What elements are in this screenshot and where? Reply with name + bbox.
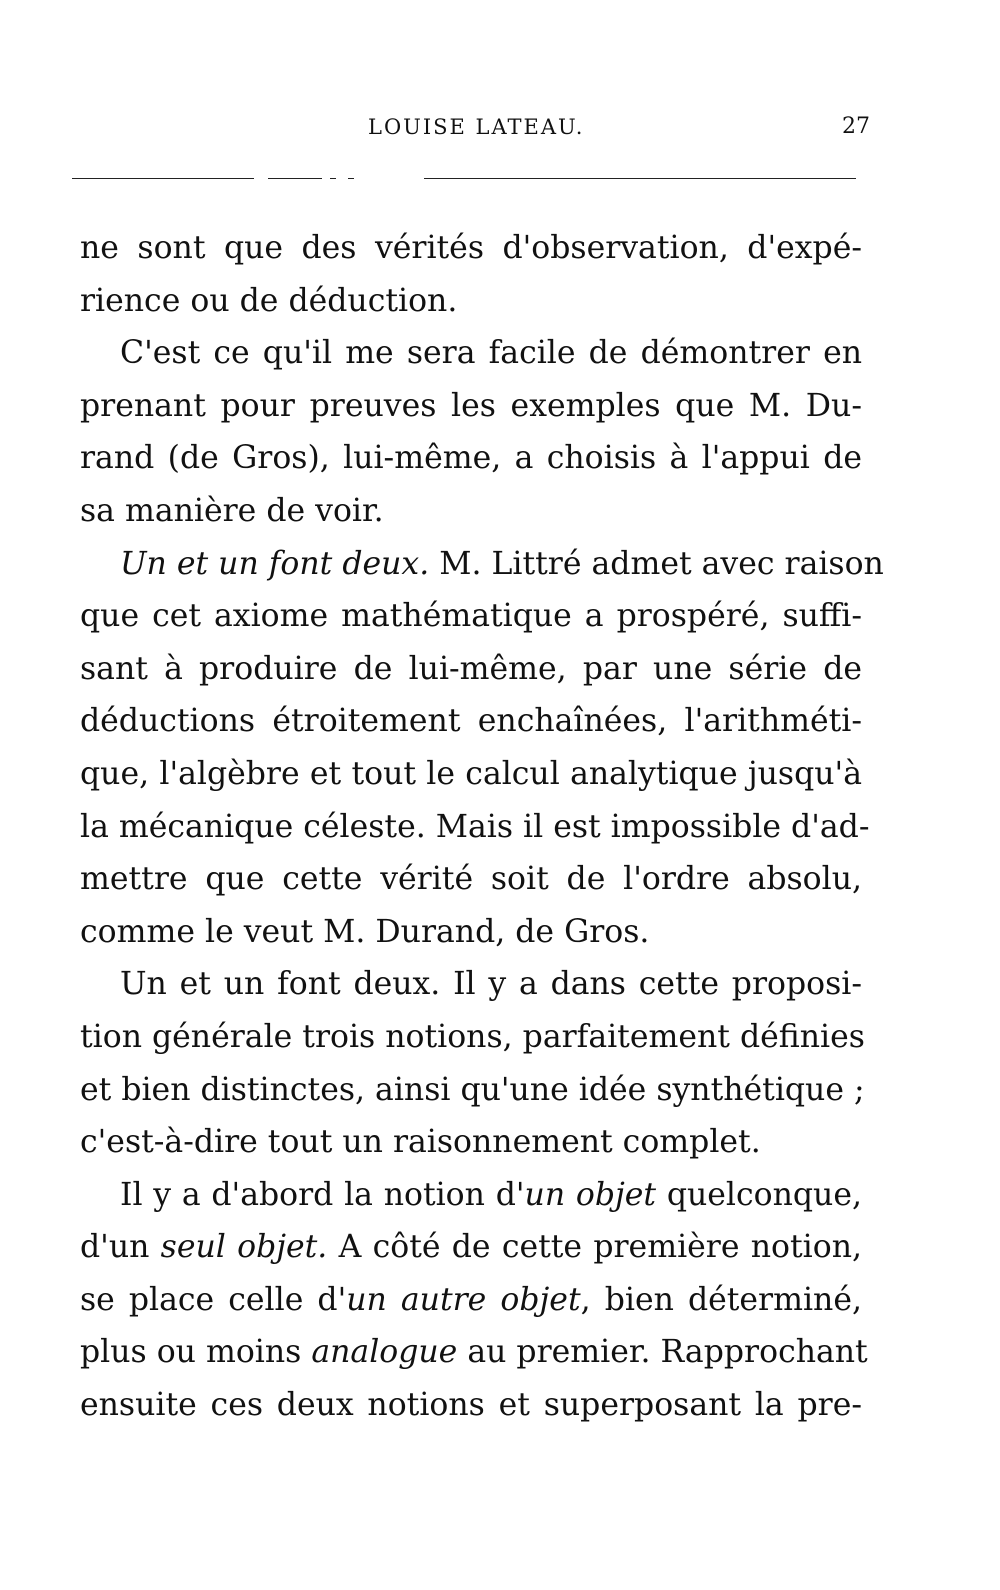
text-line: ensuite ces deux notions et superposant la pre- [80,1387,862,1424]
header-rule [424,178,856,179]
text-line: la mécanique céleste. Mais il est impossible d'ad- [80,808,870,845]
text-line [80,1326,868,1379]
text-line [80,538,884,591]
text-run: au premier. Rapprochant [457,1334,868,1371]
page-number: 27 [842,114,870,139]
text-line: sa manière de voir. [80,492,384,529]
text-run: Il y a d'abord la notion d' [120,1176,525,1213]
text-line: Un et un font deux. Il y a dans cette proposi- [120,966,862,1003]
text-run: M. Littré admet avec raison [429,545,884,582]
italic-phrase: un objet [524,1176,657,1213]
text-line: rience ou de déduction. [80,282,458,319]
text-run: , bien déterminé, [580,1281,862,1318]
text-line: C'est ce qu'il me sera facile de démontrer en [120,335,862,372]
running-head [0,112,1000,142]
text-run: se place celle d' [80,1281,347,1318]
text-line [80,1169,862,1222]
text-run: plus ou moins [80,1334,312,1371]
body-text [80,222,884,1432]
text-line: que, l'algèbre et tout le calcul analytique jusqu'à [80,755,862,792]
paragraph-5 [80,1169,868,1432]
header-rule [72,178,254,179]
paragraph-4 [80,958,865,1168]
text-line: déductions étroitement enchaînées, l'arithméti- [80,703,862,740]
text-run: quelconque, [656,1176,862,1213]
text-line: ne sont que des vérités d'observation, d'expé- [80,230,862,266]
text-line: c'est-à-dire tout un raisonnement complet. [80,1124,761,1161]
header-rule [330,178,336,179]
text-line: prenant pour preuves les exemples que M. Du- [80,387,862,424]
italic-phrase: analogue [311,1334,458,1371]
header-rule [268,178,322,179]
text-line: tion générale trois notions, parfaitement définies [80,1018,865,1055]
paragraph-2 [80,327,862,537]
italic-phrase: Un et un font deux. [120,545,430,582]
text-line: que cet axiome mathématique a prospéré, suffi- [80,598,862,635]
paragraph-3 [80,538,884,959]
paragraph-1 [80,222,862,327]
text-run: A côté de cette première notion, [327,1229,862,1266]
text-line: et bien distinctes, ainsi qu'une idée synthétique ; [80,1071,865,1108]
text-line: comme le veut M. Durand, de Gros. [80,913,650,950]
text-line [80,1221,862,1274]
italic-phrase: un autre objet [346,1281,581,1318]
running-title: LOUISE LATEAU. [368,115,585,139]
text-line [80,1274,862,1327]
text-line: rand (de Gros), lui-même, a choisis à l'appui de [80,440,862,477]
header-rule [348,178,354,179]
text-run: d'un [80,1229,161,1266]
italic-phrase: seul objet. [160,1229,328,1266]
text-line: sant à produire de lui-même, par une série de [80,650,862,687]
text-line: mettre que cette vérité soit de l'ordre absolu, [80,861,862,898]
